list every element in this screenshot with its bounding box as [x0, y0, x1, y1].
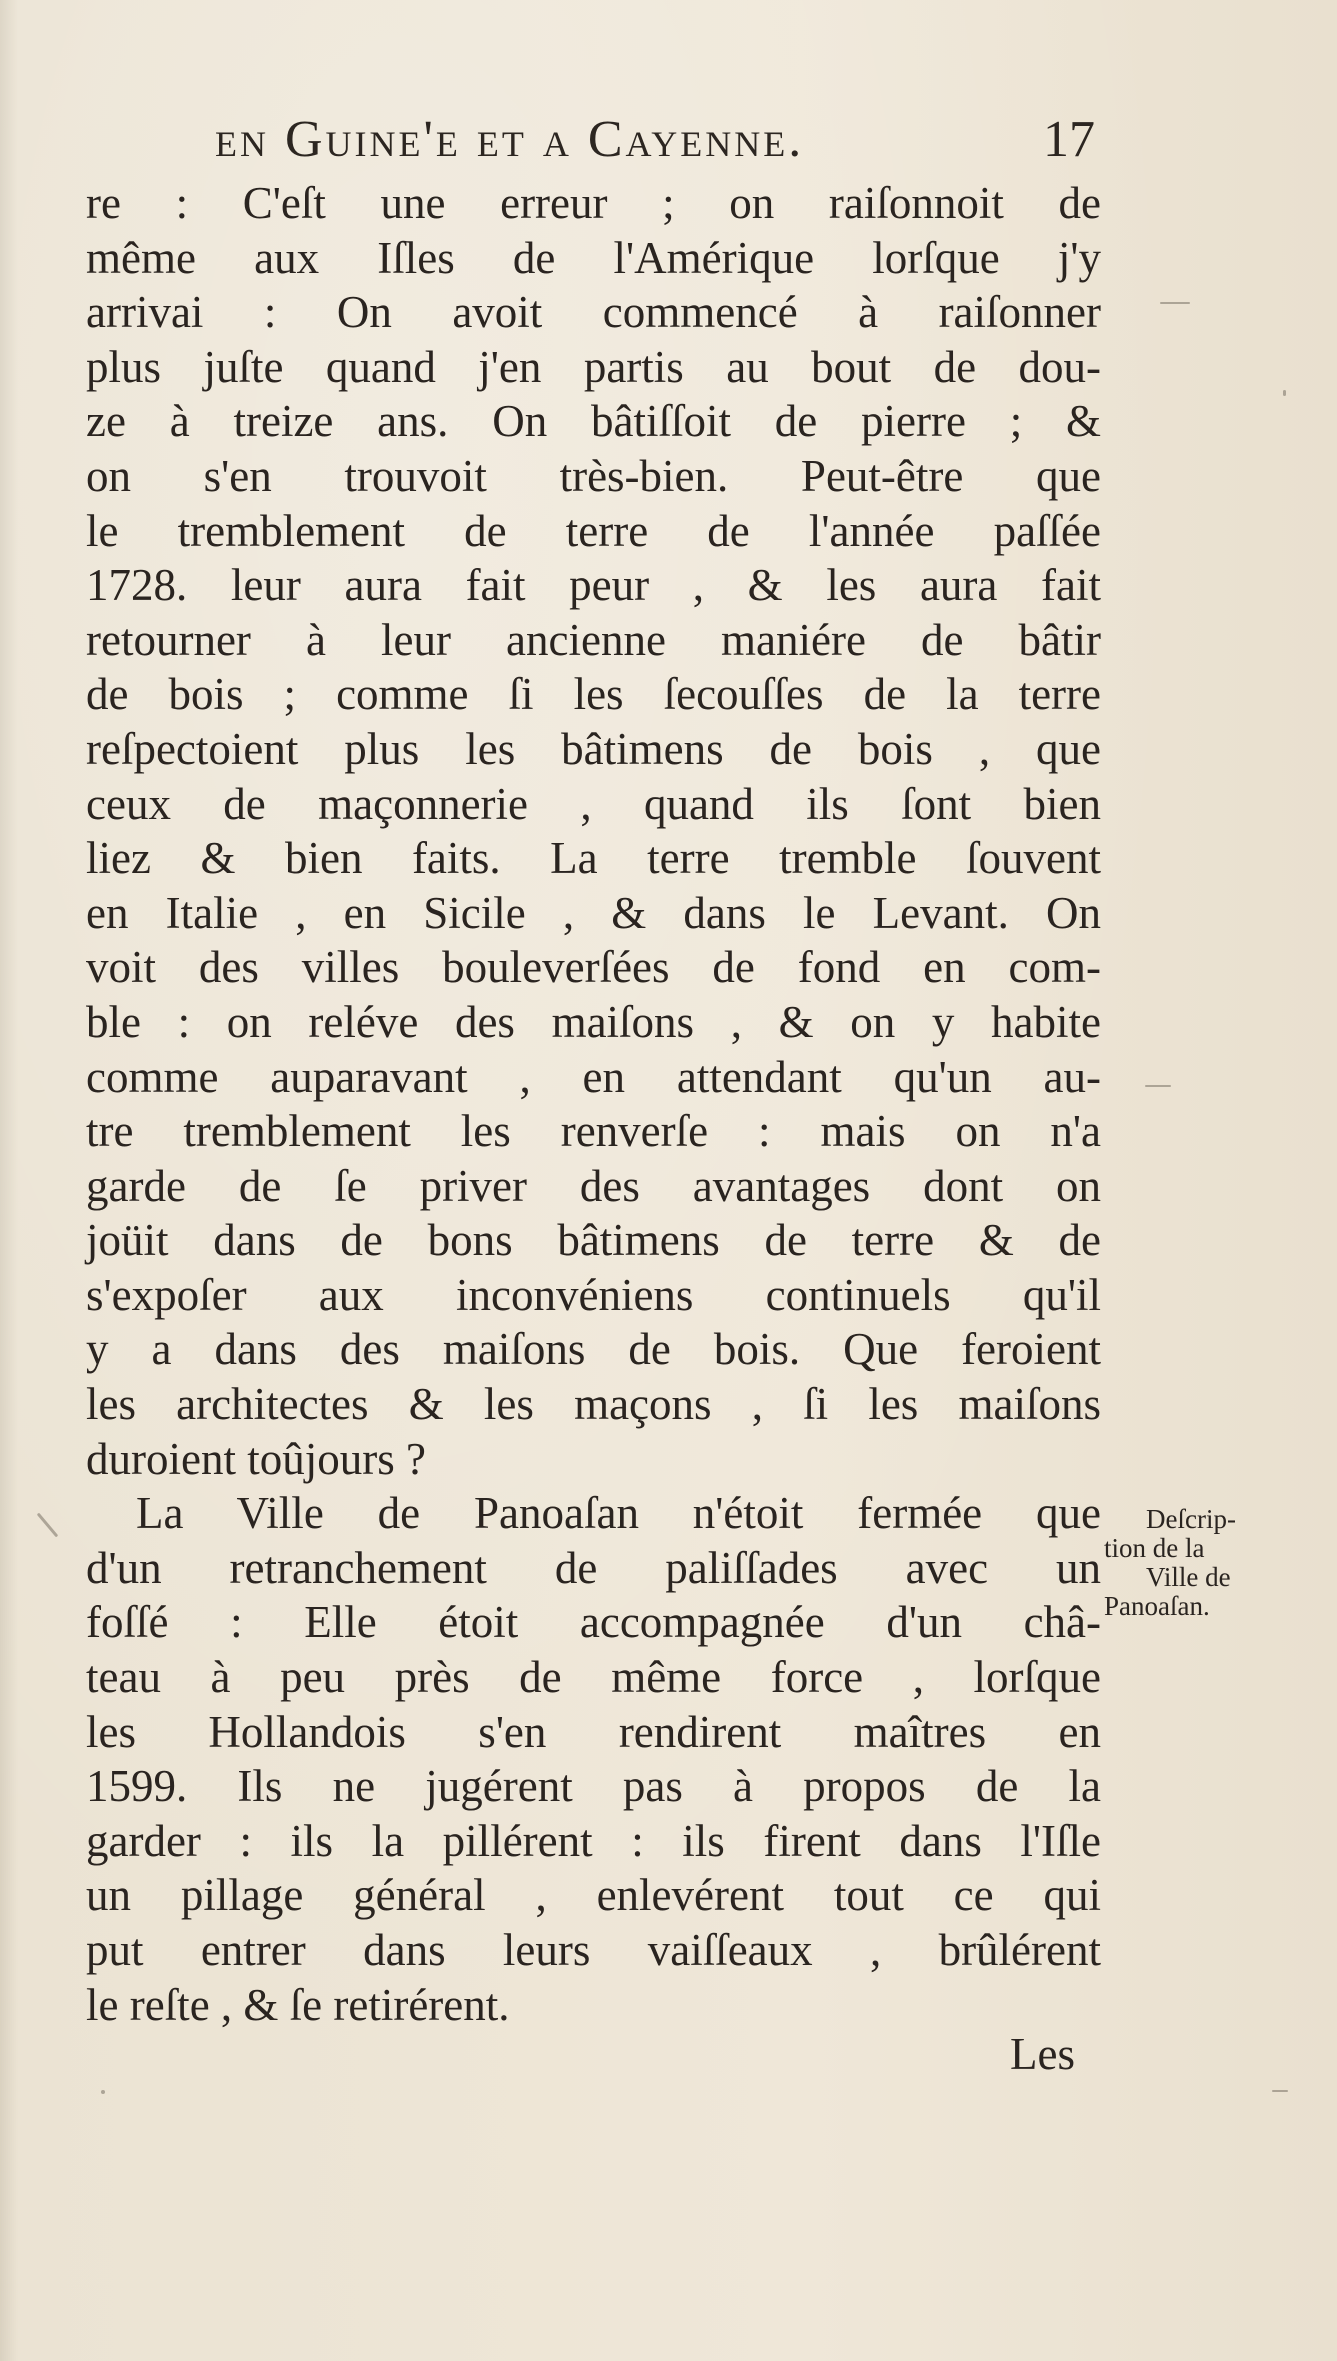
- text-line: on s'en trouvoit très-bien. Peut-être que: [86, 450, 1101, 501]
- body-text: [86, 176, 1101, 2032]
- text-line: teau à peu près de même force , lorſque: [86, 1652, 1101, 1703]
- text-line: foſſé : Elle étoit accompagnée d'un châ-: [86, 1597, 1101, 1648]
- text-line: tre tremblement les renverſe : mais on n'a: [86, 1106, 1101, 1157]
- text-line: ble : on reléve des maiſons , & on y habite: [86, 996, 1101, 1047]
- speck-mark: [1160, 302, 1190, 304]
- text-line: d'un retranchement de paliſſades avec un: [86, 1542, 1101, 1593]
- speck-mark: [1272, 2090, 1288, 2092]
- text-line: un pillage général , enlevérent tout ce qui: [86, 1870, 1101, 1921]
- text-line: garder : ils la pillérent : ils firent dans l'Iſle: [86, 1815, 1101, 1866]
- text-line: put entrer dans leurs vaiſſeaux , brûlérent: [86, 1925, 1101, 1975]
- text-line: retourner à leur ancienne maniére de bâtir: [86, 614, 1101, 665]
- text-line: 1728. leur aura fait peur , & les aura fait: [86, 560, 1101, 611]
- text-line: garde de ſe priver des avantages dont on: [86, 1160, 1101, 1211]
- text-line: reſpectoient plus les bâtimens de bois , que: [86, 723, 1101, 774]
- text-line: en Italie , en Sicile , & dans le Levant. On: [86, 887, 1101, 938]
- text-line: les architectes & les maçons , ſi les maiſons: [86, 1379, 1101, 1430]
- text-line: comme auparavant , en attendant qu'un au-: [86, 1051, 1101, 1102]
- page-number: 17: [1043, 111, 1095, 168]
- text-line: liez & bien faits. La terre tremble ſouvent: [86, 833, 1101, 884]
- margin-note-line: Panoaſan.: [1104, 1591, 1210, 1621]
- text-line: re : C'eſt une erreur ; on raiſonnoit de: [86, 178, 1101, 228]
- margin-note-line: Deſcrip-: [1146, 1504, 1236, 1534]
- text-line: y a dans des maiſons de bois. Que feroient: [86, 1324, 1101, 1375]
- text-line: s'expoſer aux inconvéniens continuels qu'il: [86, 1269, 1101, 1320]
- text-line: de bois ; comme ſi les ſecouſſes de la terre: [86, 669, 1101, 720]
- margin-note: [1104, 1505, 1294, 1621]
- speck-mark: [37, 1513, 59, 1538]
- text-line: ze à treize ans. On bâtiſſoit de pierre ; &: [86, 396, 1101, 447]
- margin-note-line: tion de la: [1104, 1533, 1205, 1563]
- speck-mark: [1145, 1085, 1171, 1087]
- text-line: le reſte , & ſe retirérent.: [86, 1979, 510, 2030]
- speck-mark: [101, 2090, 105, 2094]
- text-line: 1599. Ils ne jugérent pas à propos de la: [86, 1761, 1101, 1812]
- speck-mark: [1283, 390, 1286, 396]
- paragraph-start-line: La Ville de Panoaſan n'étoit fermée que: [136, 1488, 1101, 1539]
- catchword: Les: [1010, 2029, 1075, 2079]
- text-line: les Hollandois s'en rendirent maîtres en: [86, 1706, 1101, 1757]
- text-line: joüit dans de bons bâtimens de terre & de: [86, 1215, 1101, 1266]
- page-header: [215, 102, 1095, 172]
- running-title: en Guine'e et a Cayenne.: [215, 111, 805, 168]
- text-line: duroient toûjours ?: [86, 1433, 426, 1484]
- text-line: ceux de maçonnerie , quand ils ſont bien: [86, 778, 1101, 829]
- text-line: arrivai : On avoit commencé à raiſonner: [86, 287, 1101, 338]
- margin-note-line: Ville de: [1146, 1562, 1231, 1592]
- text-line: voit des villes bouleverſées de fond en com-: [86, 942, 1101, 993]
- text-line: le tremblement de terre de l'année paſſée: [86, 505, 1101, 556]
- text-line: même aux Iſles de l'Amérique lorſque j'y: [86, 232, 1101, 283]
- text-line: plus juſte quand j'en partis au bout de dou-: [86, 341, 1101, 392]
